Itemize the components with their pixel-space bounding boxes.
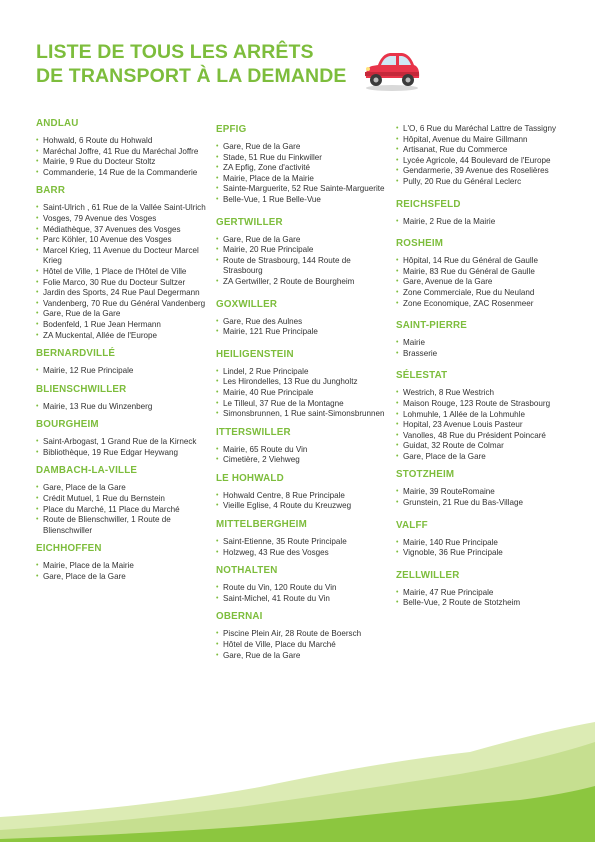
car-icon — [360, 44, 424, 92]
stop-item: • Vieille Eglise, 4 Route du Kreuzweg — [216, 501, 388, 512]
commune-heading: REICHSFELD — [396, 198, 461, 210]
stop-item: • Bibliothèque, 19 Rue Edgar Heywang — [36, 448, 206, 459]
stop-item: • Piscine Plein Air, 28 Route de Boersch — [216, 629, 388, 640]
stop-item: • Jardin des Sports, 24 Rue Paul Degermann — [36, 288, 206, 299]
stop-item: • Mairie, 40 Rue Principale — [216, 388, 388, 399]
stop-item: • L'O, 6 Rue du Maréchal Lattre de Tassigny — [396, 124, 566, 135]
stop-item: • ZA Gertwiller, 2 Route de Bourgheim — [216, 277, 388, 288]
stop-list — [216, 317, 388, 338]
stop-item: • Mairie, 13 Rue du Winzenberg — [36, 402, 206, 413]
stop-item: • Bodenfeld, 1 Rue Jean Hermann — [36, 320, 206, 331]
commune-heading: BARR — [36, 185, 66, 197]
stop-list — [36, 203, 206, 341]
stop-list — [36, 561, 206, 582]
stop-item: • Saint-Etienne, 35 Route Principale — [216, 537, 388, 548]
stop-item: • Hôpital, Avenue du Maire Gillmann — [396, 135, 566, 146]
commune-dambach-la-ville — [36, 465, 206, 536]
commune-heading: GOXWILLER — [216, 298, 278, 310]
commune-heading: VALFF — [396, 519, 428, 531]
stop-item: • Mairie, 65 Route du Vin — [216, 445, 388, 456]
commune-blienschwiller — [36, 384, 206, 413]
commune-selestat — [396, 370, 566, 462]
stop-item: • Belle-Vue, 2 Route de Stotzheim — [396, 598, 566, 609]
stop-item: • Belle-Vue, 1 Rue Belle-Vue — [216, 195, 388, 206]
commune-heading: ROSHEIM — [396, 238, 444, 250]
stop-item: • Mairie — [396, 338, 566, 349]
commune-zellwiller — [396, 570, 566, 609]
stop-item: • Gare, Place de la Gare — [36, 483, 206, 494]
stop-list — [36, 402, 206, 413]
stop-item: • Zone Economique, ZAC Rosenmeer — [396, 299, 566, 310]
column-2 — [216, 124, 388, 668]
column-3 — [396, 124, 566, 616]
commune-heading: SAINT-PIERRE — [396, 320, 467, 332]
page-title — [36, 40, 347, 88]
stop-item: • Hôtel de Ville, Place du Marché — [216, 640, 388, 651]
stop-item: • Marcel Krieg, 11 Avenue du Docteur Marcel Krieg — [36, 246, 206, 267]
stop-item: • Cimetière, 2 Viehweg — [216, 455, 388, 466]
commune-bourgheim — [36, 419, 206, 458]
stop-list — [396, 338, 566, 359]
stop-list — [396, 588, 566, 609]
stop-item: • Les Hirondelles, 13 Rue du Jungholtz — [216, 377, 388, 388]
commune-reichsfeld — [396, 199, 566, 228]
stop-item: • Guidat, 32 Route de Colmar — [396, 441, 566, 452]
stop-item: • Gare, Place de la Gare — [36, 572, 206, 583]
stop-list — [396, 217, 566, 228]
stop-item: • Mairie, 47 Rue Principale — [396, 588, 566, 599]
stop-item: • Gare, Rue de la Gare — [216, 235, 388, 246]
stop-list — [396, 124, 566, 188]
stop-list — [36, 136, 206, 178]
stop-item: • Mairie, 20 Rue Principale — [216, 245, 388, 256]
stop-item: • Mairie, 83 Rue du Général de Gaulle — [396, 267, 566, 278]
green-hills-decoration — [0, 712, 595, 842]
commune-nothalten — [216, 565, 388, 604]
stop-item: • Mairie, 9 Rue du Docteur Stoltz — [36, 157, 206, 168]
stop-item: • Saint-Ulrich , 61 Rue de la Vallée Saint-Ulrich — [36, 203, 206, 214]
commune-heading: LE HOHWALD — [216, 472, 284, 484]
commune-heiligenstein — [216, 349, 388, 420]
stop-item: • Parc Köhler, 10 Avenue des Vosges — [36, 235, 206, 246]
stop-item: • Stade, 51 Rue du Finkwiller — [216, 153, 388, 164]
commune-heading: BOURGHEIM — [36, 419, 99, 431]
stop-item: • Maréchal Joffre, 41 Rue du Maréchal Joffre — [36, 147, 206, 158]
commune-heading: STOTZHEIM — [396, 469, 455, 481]
stop-item: • Gendarmerie, 39 Avenue des Roselières — [396, 166, 566, 177]
commune-heading: BLIENSCHWILLER — [36, 383, 127, 395]
stop-list — [216, 445, 388, 466]
stop-item: • Hopital, 23 Avenue Louis Pasteur — [396, 420, 566, 431]
commune-gertwiller — [216, 217, 388, 288]
stop-item: • Mairie, 2 Rue de la Mairie — [396, 217, 566, 228]
commune-valff — [396, 520, 566, 559]
stop-item: • Route de Strasbourg, 144 Route de Strasbourg — [216, 256, 388, 277]
stop-list — [216, 367, 388, 420]
commune-le-hohwald — [216, 473, 388, 512]
stop-item: • Lohmuhle, 1 Allée de la Lohmuhle — [396, 410, 566, 421]
stop-item: • Mairie, Place de la Mairie — [36, 561, 206, 572]
stop-item: • Gare, Rue des Aulnes — [216, 317, 388, 328]
title-line-2: DE TRANSPORT À LA DEMANDE — [36, 65, 347, 87]
stop-item: • Vanolles, 48 Rue du Président Poincaré — [396, 431, 566, 442]
commune-barr — [36, 185, 206, 341]
stop-item: • Gare, Rue de la Gare — [36, 309, 206, 320]
stop-item: • Pully, 20 Rue du Général Leclerc — [396, 177, 566, 188]
stop-item: • Maison Rouge, 123 Route de Strasbourg — [396, 399, 566, 410]
commune-eichhoffen — [36, 543, 206, 582]
stop-item: • Hôtel de Ville, 1 Place de l'Hôtel de Ville — [36, 267, 206, 278]
stop-item: • Sainte-Marguerite, 52 Rue Sainte-Marguerite — [216, 184, 388, 195]
stop-list — [36, 437, 206, 458]
stop-item: • Médiathèque, 37 Avenues des Vosges — [36, 225, 206, 236]
stop-item: • Lycée Agricole, 44 Boulevard de l'Europe — [396, 156, 566, 167]
stop-list — [396, 487, 566, 508]
commune-epfig — [216, 124, 388, 206]
stop-item: • Vandenberg, 70 Rue du Général Vandenberg — [36, 299, 206, 310]
stop-item: • Saint-Arbogast, 1 Grand Rue de la Kirneck — [36, 437, 206, 448]
stop-item: • Hohwald, 6 Route du Hohwald — [36, 136, 206, 147]
stop-item: • Vignoble, 36 Rue Principale — [396, 548, 566, 559]
stop-item: • Gare, Place de la Gare — [396, 452, 566, 463]
stop-list — [216, 142, 388, 206]
stop-item: • Commanderie, 14 Rue de la Commanderie — [36, 168, 206, 179]
commune-saint-pierre — [396, 320, 566, 359]
stop-item: • Gare, Avenue de la Gare — [396, 277, 566, 288]
commune-heading: DAMBACH-LA-VILLE — [36, 465, 138, 477]
commune-heading: MITTELBERGHEIM — [216, 519, 307, 531]
commune-heading: SÉLESTAT — [396, 370, 448, 382]
commune-goxwiller — [216, 299, 388, 338]
stop-item: • Mairie, 39 RouteRomaine — [396, 487, 566, 498]
stop-list — [36, 366, 206, 377]
commune-heading: ANDLAU — [36, 118, 79, 129]
commune-itterswiller — [216, 427, 388, 466]
commune-heading: OBERNAI — [216, 611, 263, 623]
commune-obernai — [216, 611, 388, 661]
commune-heading: ITTERSWILLER — [216, 426, 291, 438]
stop-item: • Zone Commerciale, Rue du Neuland — [396, 288, 566, 299]
stop-list — [216, 235, 388, 288]
commune-stotzheim — [396, 469, 566, 508]
title-line-1: LISTE DE TOUS LES ARRÊTS — [36, 41, 314, 63]
stop-item: • Mairie, 140 Rue Principale — [396, 538, 566, 549]
stop-item: • Folie Marco, 30 Rue du Docteur Sultzer — [36, 278, 206, 289]
stop-item: • ZA Epfig, Zone d'activité — [216, 163, 388, 174]
stop-item: • Mairie, Place de la Mairie — [216, 174, 388, 185]
commune-heading: NOTHALTEN — [216, 565, 278, 577]
stop-item: • ZA Muckental, Allée de l'Europe — [36, 331, 206, 342]
stop-item: • Lindel, 2 Rue Principale — [216, 367, 388, 378]
stop-item: • Saint-Michel, 41 Route du Vin — [216, 594, 388, 605]
commune-mittelbergheim — [216, 519, 388, 558]
stop-list — [396, 256, 566, 309]
stop-item: • Mairie, 121 Rue Principale — [216, 327, 388, 338]
stop-item: • Hôpital, 14 Rue du Général de Gaulle — [396, 256, 566, 267]
commune-heading: BERNARDVILLÉ — [36, 348, 116, 360]
commune-heading: HEILIGENSTEIN — [216, 348, 294, 360]
stop-item: • Place du Marché, 11 Place du Marché — [36, 505, 206, 516]
stop-list — [216, 629, 388, 661]
commune-heading: EICHHOFFEN — [36, 543, 102, 555]
stop-list — [396, 538, 566, 559]
stop-list — [36, 483, 206, 536]
stop-item: • Artisanat, Rue du Commerce — [396, 145, 566, 156]
stop-list — [216, 491, 388, 512]
stop-item: • Holzweg, 43 Rue des Vosges — [216, 548, 388, 559]
commune-heading: EPFIG — [216, 124, 247, 135]
stop-list — [216, 583, 388, 604]
commune-heading: ZELLWILLER — [396, 569, 460, 581]
commune-bernardville — [36, 348, 206, 377]
stop-item: • Crédit Mutuel, 1 Rue du Bernstein — [36, 494, 206, 505]
stop-item: • Gare, Rue de la Gare — [216, 651, 388, 662]
stop-item: • Brasserie — [396, 349, 566, 360]
stop-item: • Gare, Rue de la Gare — [216, 142, 388, 153]
stop-item: • Grunstein, 21 Rue du Bas-Village — [396, 498, 566, 509]
stop-item: • Vosges, 79 Avenue des Vosges — [36, 214, 206, 225]
commune-heading: GERTWILLER — [216, 216, 283, 228]
stop-item: • Westrich, 8 Rue Westrich — [396, 388, 566, 399]
column-1 — [36, 118, 206, 590]
stop-item: • Route de Blienschwiller, 1 Route de Blienschwiller — [36, 515, 206, 536]
stop-item: • Hohwald Centre, 8 Rue Principale — [216, 491, 388, 502]
stop-item: • Mairie, 12 Rue Principale — [36, 366, 206, 377]
stop-item: • Simonsbrunnen, 1 Rue saint-Simonsbrunnen — [216, 409, 388, 420]
commune-obernai-continued — [396, 124, 566, 188]
stop-item: • Route du Vin, 120 Route du Vin — [216, 583, 388, 594]
commune-andlau — [36, 118, 206, 178]
stop-list — [216, 537, 388, 558]
stop-item: • Le Tilleul, 37 Rue de la Montagne — [216, 399, 388, 410]
commune-rosheim — [396, 238, 566, 309]
stop-list — [396, 388, 566, 462]
